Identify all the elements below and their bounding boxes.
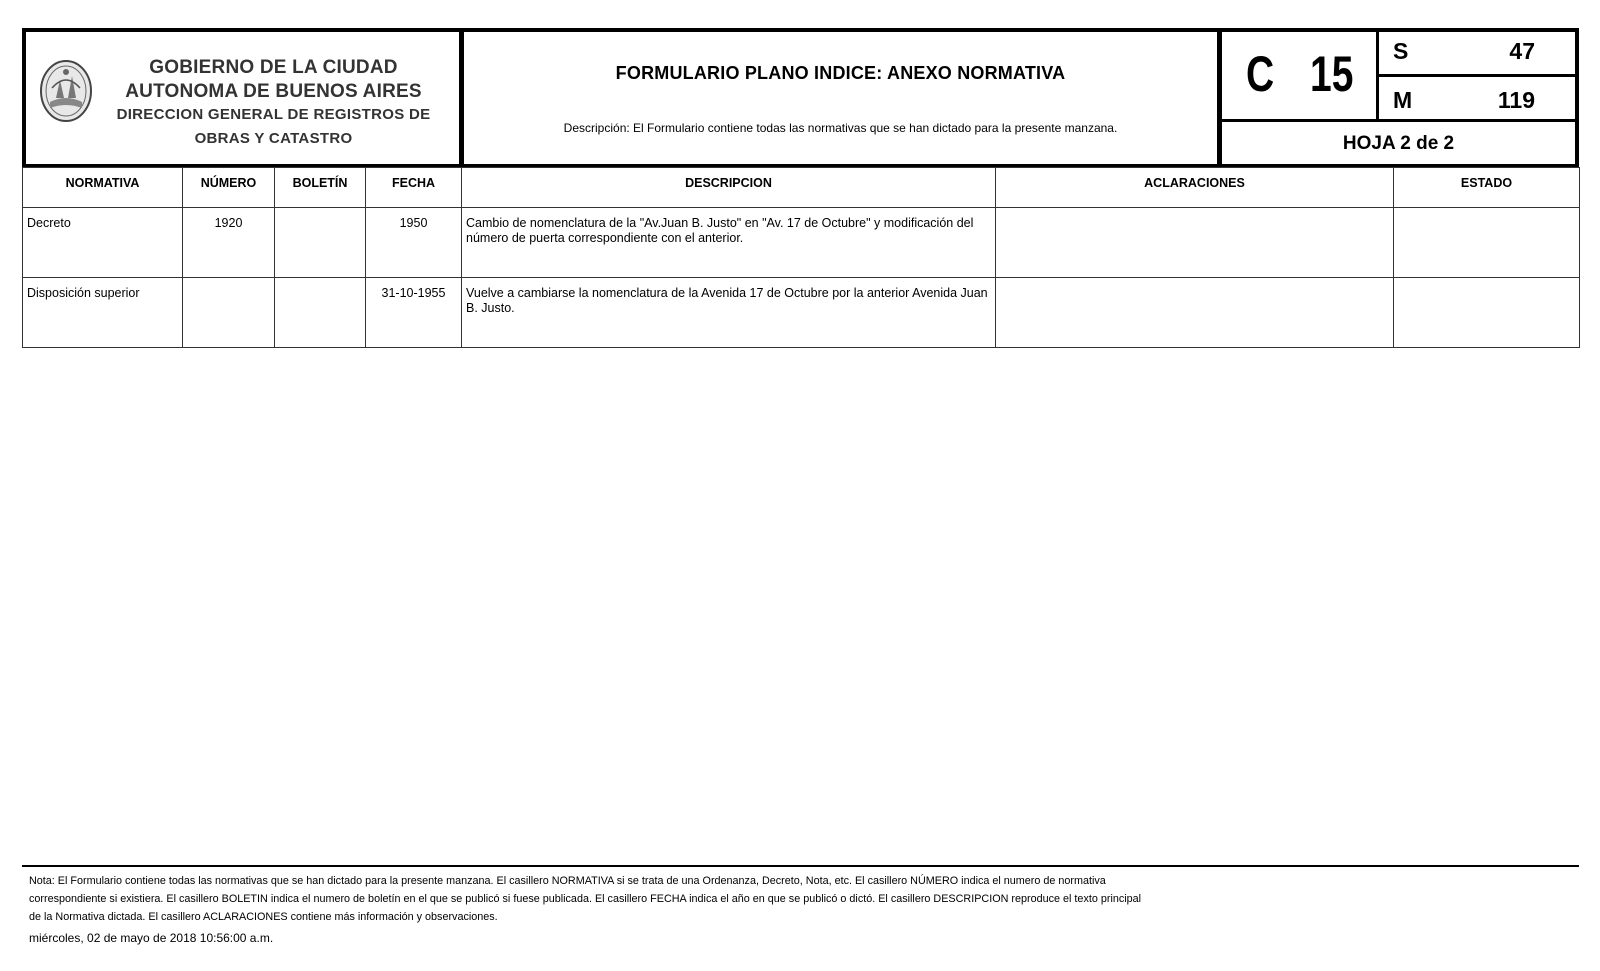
cell-normativa: Disposición superior [23,278,183,348]
cell-numero [183,278,275,348]
cell-descripcion: Cambio de nomenclatura de la "Av.Juan B. Justo" en "Av. 17 de Octubre" y modificación del número de puerta correspondiente con el anterior. [462,208,996,278]
form-title: FORMULARIO PLANO INDICE: ANEXO NORMATIVA [615,63,1066,83]
cell-boletin [275,278,366,348]
table-row [23,208,1580,278]
col-header-fecha: FECHA [366,168,462,208]
gov-line-3: DIRECCION GENERAL DE REGISTROS DE [116,106,431,123]
col-header-normativa: NORMATIVA [23,168,183,208]
circumscription-number: 15 [1310,46,1354,102]
gov-line-2: AUTONOMA DE BUENOS AIRES [125,81,422,102]
print-date: miércoles, 02 de mayo de 2018 10:56:00 a.m. [29,931,274,945]
cell-estado [1394,208,1580,278]
footer-note-line-3: de la Normativa dictada. El casillero ACLARACIONES contiene más información y observaciones. [29,911,498,923]
form-title-block [464,32,1222,164]
section-row [1379,32,1575,77]
footer-note [29,872,1209,926]
footer-divider [22,865,1579,867]
cell-normativa: Decreto [23,208,183,278]
section-label: S [1393,38,1409,64]
circumscription-code [1222,32,1379,122]
form-header [22,28,1579,168]
cell-fecha: 31-10-1955 [366,278,462,348]
col-header-descripcion: DESCRIPCION [462,168,996,208]
cell-aclaraciones [996,208,1394,278]
footer-note-line-1: Nota: El Formulario contiene todas las normativas que se han dictado para la presente manzana. El casillero NORMATIVA si se trata de una Ordenanza, Decreto, Nota, etc. El casillero NÚMERO indica el numero de normativa [29,875,1106,887]
city-seal-icon [38,58,94,124]
footer-note-line-2: correspondiente si existiera. El casillero BOLETIN indica el numero de boletín en el que se publicó si fuese publicada. El casillero FECHA indica el año en que se publicó o dictó. El casillero DESCRIPCION reproduce el texto principal [29,893,1142,905]
col-header-estado: ESTADO [1394,168,1580,208]
table-header-row [23,168,1580,208]
manzana-value: 119 [1497,87,1535,113]
cell-numero: 1920 [183,208,275,278]
col-header-numero: NÚMERO [183,168,275,208]
cell-estado [1394,278,1580,348]
gov-line-1: GOBIERNO DE LA CIUDAD [149,57,398,78]
sheet-number: HOJA 2 de 2 [1342,133,1455,154]
normativa-table [22,167,1580,348]
table-row [23,278,1580,348]
government-block [26,32,464,164]
col-header-boletin: BOLETÍN [275,168,366,208]
col-header-aclaraciones: ACLARACIONES [996,168,1394,208]
cell-fecha: 1950 [366,208,462,278]
manzana-label: M [1393,87,1413,113]
cell-boletin [275,208,366,278]
cell-aclaraciones [996,278,1394,348]
gov-line-4: OBRAS Y CATASTRO [194,130,353,147]
cell-descripcion: Vuelve a cambiarse la nomenclatura de la Avenida 17 de Octubre por la anterior Avenida Juan B. Justo. [462,278,996,348]
form-description: Descripción: El Formulario contiene todas las normativas que se han dictado para la presente manzana. [563,121,1118,135]
government-title [88,56,459,151]
section-value: 47 [1509,38,1535,64]
circumscription-letter: C [1246,46,1275,102]
manzana-row [1379,77,1575,122]
